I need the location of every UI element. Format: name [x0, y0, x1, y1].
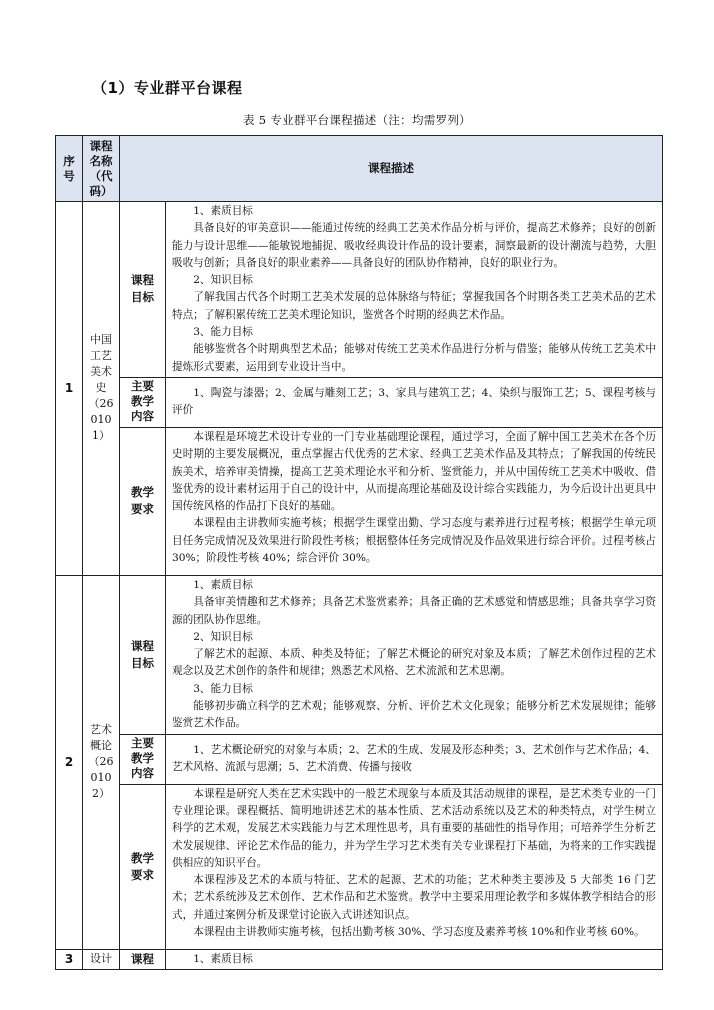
course-2-name-text: 艺术概论（260102） [88, 723, 114, 801]
course-1-number: 1 [56, 202, 83, 576]
course-2-goal-label [120, 575, 166, 734]
course-2-content-text [166, 734, 663, 784]
course-1-req-text [166, 427, 663, 575]
course-2-goal-row [56, 575, 663, 734]
course-2-goal-label-text: 课程目标 [131, 638, 154, 670]
course-1-goal-label [120, 202, 166, 378]
course-1-goal-line: 能够鉴赏各个时期典型艺术品；能够对传统工艺美术作品进行分析与借鉴；能够从传统工艺美术中提炼形式要素，运用到专业设计当中。 [172, 343, 656, 373]
course-1-goal-row [56, 202, 663, 378]
course-2-goal-text [166, 575, 663, 734]
course-2-goal-line: 1、素质目标 [193, 578, 253, 591]
course-1-goal-line: 2、知识目标 [193, 274, 253, 287]
course-1-req-row [56, 427, 663, 575]
course-2-req-label [120, 784, 166, 949]
header-name [83, 136, 120, 202]
course-1-goal-line: 了解我国古代各个时期工艺美术发展的总体脉络与特征；掌握我国各个时期各类工艺美术品的艺术特点；了解积累传统工艺美术理论知识，鉴赏各个时期的经典艺术作品。 [172, 291, 656, 321]
course-2-content-label [120, 734, 166, 784]
course-2-content-line: 1、艺术概论研究的对象与本质；2、艺术的生成、发展及形态种类；3、艺术创作与艺术作品；4、艺术风格、流派与思潮；5、艺术消费、传播与接收 [172, 743, 656, 774]
header-desc [120, 136, 663, 202]
course-2-req-label-text: 教学要求 [131, 850, 154, 882]
course-2-goal-line: 了解艺术的起源、本质、种类及特征；了解艺术概论的研究对象及本质；了解艺术创作过程的艺术观念以及艺术创作的条件和规律；熟悉艺术风格、艺术流派和艺术思潮。 [172, 648, 656, 678]
course-2-goal-line: 3、能力目标 [193, 682, 253, 695]
course-3-goal-label: 课程 [120, 949, 166, 969]
course-2-req-text [166, 784, 663, 949]
course-2-goal-line: 能够初步确立科学的艺术观；能够观察、分析、评价艺术文化现象；能够分析艺术发展规律；能够鉴赏艺术作品。 [172, 700, 656, 730]
header-name-label: 课程名称（代码） [89, 138, 113, 198]
course-2-goal-line: 具备审美情趣和艺术修养；具备艺术鉴赏素养；具备正确的艺术感觉和情感思维；具备共享学习资源的团队协作思维。 [172, 596, 656, 626]
course-1-name-text: 中国工艺美术史（260101） [88, 333, 114, 443]
header-seq-label: 序号 [63, 153, 75, 183]
course-3-name: 设计 [83, 949, 120, 969]
course-description-table [55, 135, 663, 970]
course-2-content-row [56, 734, 663, 784]
course-1-goal-text [166, 202, 663, 378]
course-2-goal-line: 2、知识目标 [193, 630, 253, 643]
course-1-req-line: 本课程由主讲教师实施考核；根据学生课堂出勤、学习态度与素养进行过程考核；根据学生单元项目任务完成情况及效果进行阶段性考核；根据整体任务完成情况及作品效果进行综合评价。过程考核占 30%；阶段性考核 40%；综合评价 30%。 [172, 517, 656, 565]
course-1-content-label-text: 主要教学内容 [131, 379, 154, 424]
course-2-req-line: 本课程由主讲教师实施考核，包括出勤考核 30%、学习态度及素养考核 10%和作业考核 60%。 [193, 926, 645, 939]
course-2-content-label-text: 主要教学内容 [131, 736, 154, 781]
course-1-goal-line: 3、能力目标 [193, 326, 253, 339]
course-2-number: 2 [56, 575, 83, 949]
header-desc-label: 课程描述 [368, 161, 414, 175]
course-3-goal-line: 1、素质目标 [193, 952, 253, 965]
course-1-content-label [120, 377, 166, 427]
course-1-goal-line: 具备良好的审美意识——能通过传统的经典工艺美术作品分析与评价，提高艺术修养；良好的创新能力与设计思维——能敏锐地捕捉、吸收经典设计作品的设计要素，洞察最新的设计潮流与趋势，大胆吸收与创新；具备良好的职业素养——具备良好的团队协作精神，良好的职业行为。 [172, 222, 656, 269]
course-1-req-label [120, 427, 166, 575]
course-1-content-line: 1、陶瓷与漆器；2、金属与雕刻工艺；3、家具与建筑工艺；4、染织与服饰工艺；5、课程考核与评价 [172, 387, 656, 417]
course-2-req-row [56, 784, 663, 949]
course-2-name [83, 575, 120, 949]
section-title: （1）专业群平台课程 [92, 79, 243, 97]
course-3-number: 3 [56, 949, 83, 969]
course-1-name [83, 202, 120, 576]
header-seq [56, 136, 83, 202]
course-1-req-label-text: 教学要求 [131, 485, 154, 517]
course-2-req-line: 本课程涉及艺术的本质与特征、艺术的起源、艺术的功能；艺术种类主要涉及 5 大部类 16 门艺术；艺术系统涉及艺术创作、艺术作品和艺术鉴赏。教学中主要采用理论教学和多媒体教学相结合的形式，并通过案例分析及课堂讨论嵌入式讲述知识点。 [172, 874, 656, 921]
course-3-goal-row [56, 949, 663, 969]
course-1-content-row [56, 377, 663, 427]
course-1-content-text [166, 377, 663, 427]
table-header-row [56, 136, 663, 202]
course-2-req-line: 本课程是研究人类在艺术实践中的一般艺术现象与本质及其活动规律的课程，是艺术类专业的一门专业理论课。课程概括、简明地讲述艺术的基本性质、艺术活动系统以及艺术的种类特点，对学生树立科学的艺术观，发展艺术实践能力与艺术理性思考，具有重要的基础性的指导作用；可培养学生分析艺术发展规律、评论艺术作品的能力，并为学生学习艺术类有关专业课程打下基础，为将来的工作实践提供相应的知识平台。 [172, 787, 656, 869]
course-1-req-line: 本课程是环境艺术设计专业的一门专业基础理论课程，通过学习，全面了解中国工艺美术在各个历史时期的主要发展概况，重点掌握古代优秀的艺术家、经典工艺美术作品及其特点；了解我国的传统民族美术，培养审美情操，提高工艺美术理论水平和分析、鉴赏能力，并从中国传统工艺美术中吸收、借鉴优秀的设计素材运用于自己的设计中，从而提高理论基础及设计综合实践能力，为今后设计出更具中国传统风格的作品打下良好的基础。 [172, 430, 656, 513]
table-caption: 表 5 专业群平台课程描述（注：均需罗列） [243, 113, 471, 127]
course-3-goal-text [166, 949, 663, 969]
course-1-goal-line: 1、素质目标 [193, 205, 253, 217]
course-1-goal-label-text: 课程目标 [131, 273, 154, 305]
